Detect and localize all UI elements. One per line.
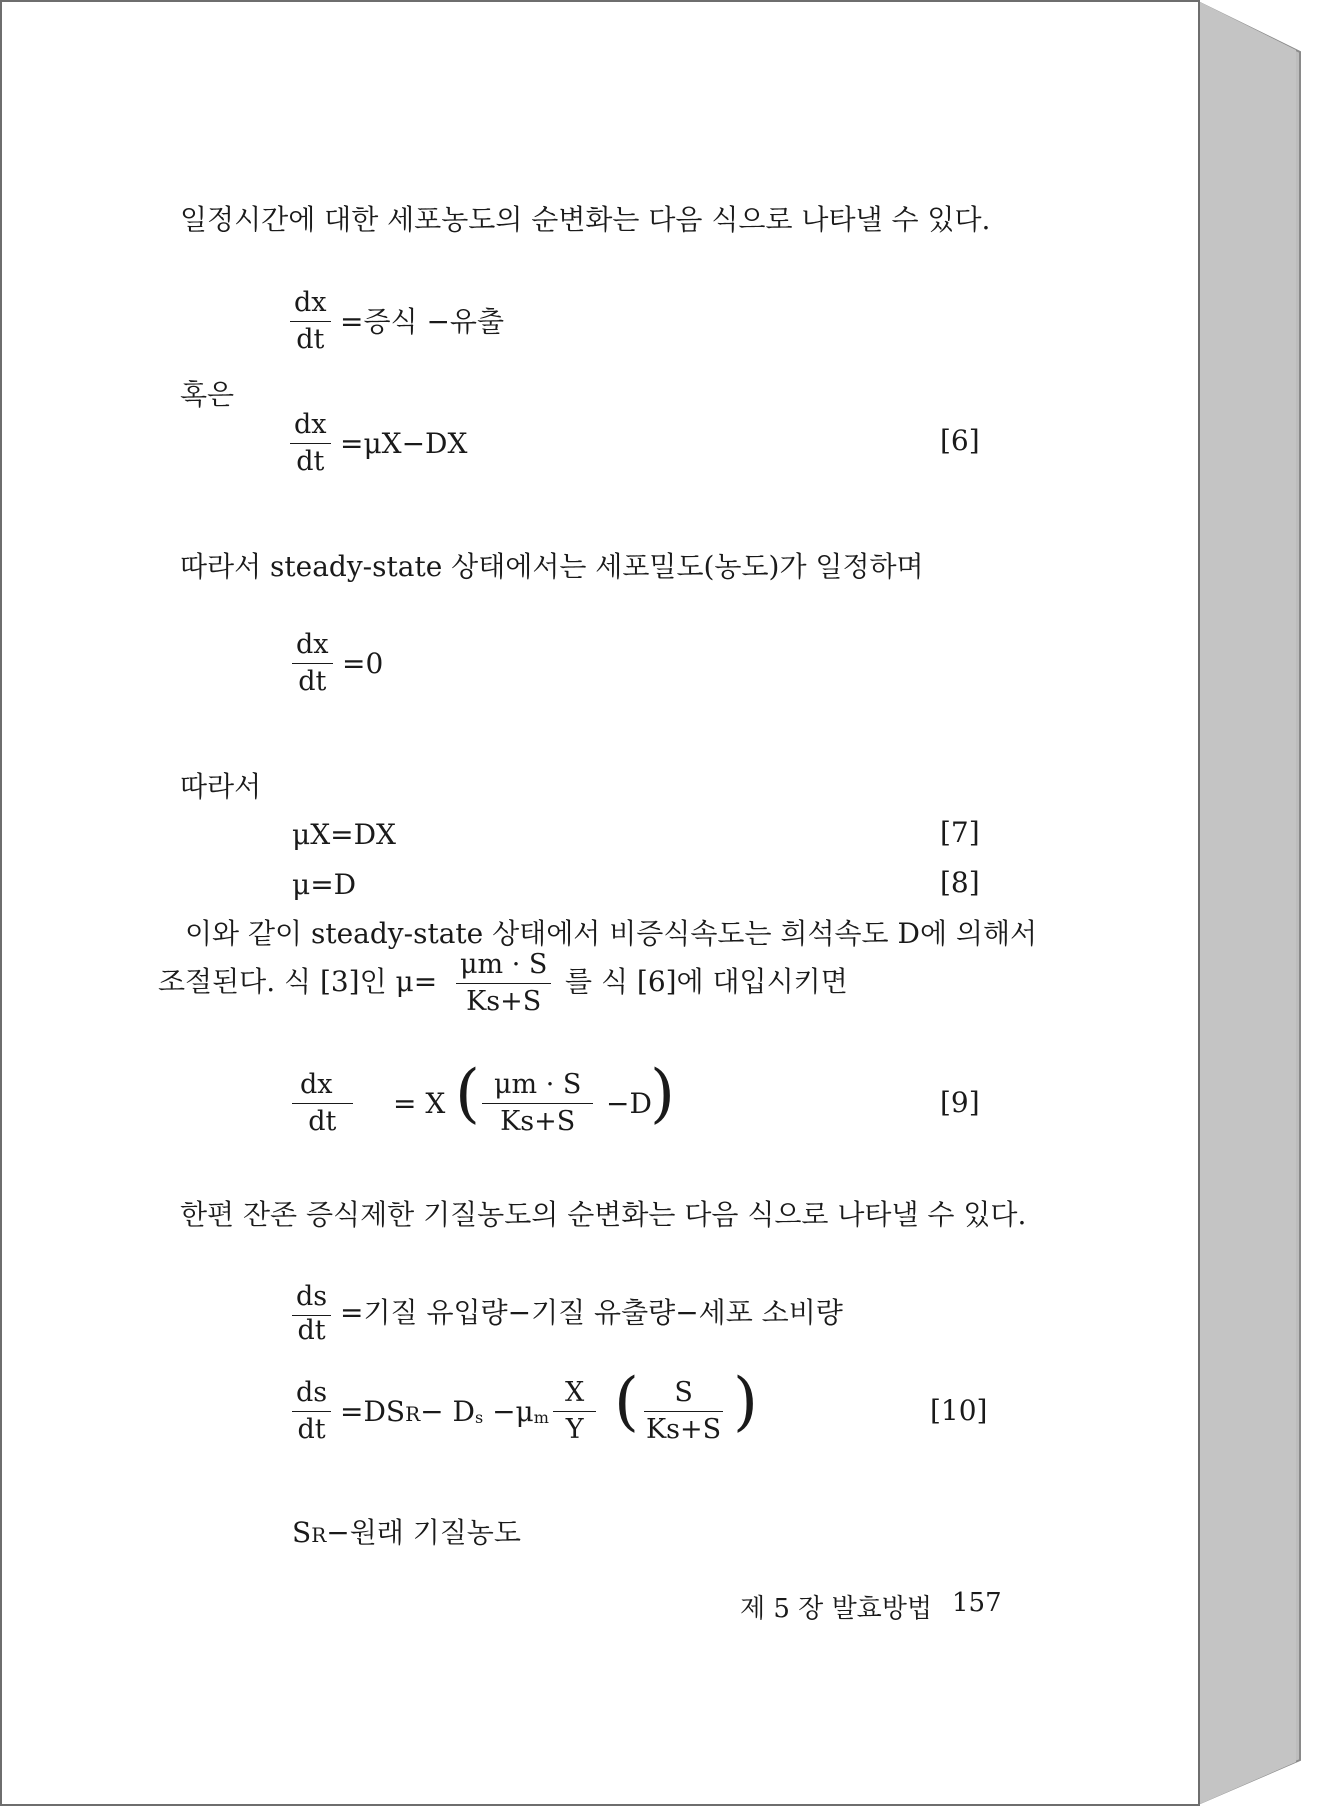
fraction-s-ks	[642, 1378, 725, 1445]
equation-10-rhs: =기질 유입량−기질 유출량−세포 소비량	[340, 1296, 843, 1329]
text-line-5a: 조절된다. 식 [3]인 μ=	[158, 965, 438, 998]
left-paren: (	[455, 1057, 480, 1131]
sr-symbol: S	[292, 1516, 312, 1549]
text-line-6: 한편 잔존 증식제한 기질농도의 순변화는 다음 식으로 나타낼 수 있다.	[180, 1198, 1027, 1231]
denominator: dt	[296, 324, 325, 355]
equation-number-10: [10]	[930, 1394, 988, 1427]
subscript-s: s	[474, 1408, 484, 1427]
fraction-monod	[456, 950, 551, 1017]
fraction-monod-9	[482, 1070, 593, 1137]
text-line-2: 따라서 steady-state 상태에서는 세포밀도(농도)가 일정하며	[180, 550, 924, 583]
subscript-m: m	[533, 1408, 549, 1427]
equation-11-part-a	[340, 1395, 549, 1435]
equation-number-8: [8]	[940, 866, 980, 899]
numerator: dx	[290, 288, 331, 322]
numerator: ds	[292, 1282, 331, 1316]
equation-number-9: [9]	[940, 1086, 980, 1119]
subscript-r: R	[405, 1402, 421, 1426]
equation-9-mid: = X	[393, 1087, 446, 1120]
numerator: μm · S	[482, 1070, 593, 1104]
text-line-3: 따라서	[180, 770, 262, 803]
equation-3-rhs: =0	[342, 647, 384, 680]
equation-7: μX=DX	[292, 818, 396, 851]
equation-8: μ=D	[292, 868, 357, 901]
fraction-dx-dt-1	[290, 288, 331, 355]
text-line-5b: 를 식 [6]에 대입시키면	[565, 965, 848, 998]
equation-number-7: [7]	[940, 816, 980, 849]
right-paren-11: )	[733, 1365, 758, 1439]
eq-text: −μ	[483, 1395, 534, 1428]
right-paren: )	[650, 1057, 675, 1131]
definition-text: −원래 기질농도	[326, 1516, 521, 1549]
numerator: dx	[290, 410, 331, 444]
footer-chapter: 제 5 장 발효방법	[740, 1594, 933, 1624]
numerator: dx	[292, 630, 333, 664]
denominator: dt	[296, 446, 325, 477]
text-line-4: 이와 같이 steady-state 상태에서 비증식속도는 희석속도 D에 의해서	[185, 917, 1038, 950]
denominator: Ks+S	[646, 1414, 722, 1445]
equation-2-rhs: =μX−DX	[340, 427, 468, 460]
text-line-1: 일정시간에 대한 세포농도의 순변화는 다음 식으로 나타낼 수 있다.	[180, 203, 991, 236]
fraction-dx-dt-3	[292, 630, 333, 697]
numerator: ds	[292, 1378, 331, 1412]
fraction-ds-dt-1	[292, 1282, 331, 1346]
equation-number-6: [6]	[940, 424, 980, 457]
left-paren-11: (	[614, 1365, 639, 1439]
denominator: dt	[297, 1414, 326, 1445]
denominator: dt	[298, 666, 327, 697]
subscript-r: R	[311, 1523, 327, 1547]
page-number: 157	[952, 1588, 1002, 1618]
fraction-dx-dt-9	[292, 1070, 353, 1137]
denominator: dt	[297, 1315, 326, 1346]
numerator: μm · S	[456, 950, 551, 984]
fraction-dx-dt-2	[290, 410, 331, 477]
fraction-ds-dt-2	[292, 1378, 331, 1445]
numerator: S	[644, 1378, 723, 1412]
eq-text: =DS	[340, 1395, 406, 1428]
numerator: dx	[292, 1070, 353, 1104]
eq-text: − D	[420, 1395, 475, 1428]
fraction-x-y	[553, 1378, 596, 1445]
equation-9-tail: −D	[606, 1087, 652, 1120]
denominator: Y	[565, 1414, 584, 1445]
denominator: dt	[308, 1106, 337, 1137]
definition-sr	[292, 1516, 521, 1552]
denominator: Ks+S	[466, 986, 542, 1017]
numerator: X	[553, 1378, 596, 1412]
text-or: 혹은	[180, 378, 235, 411]
equation-1-rhs: =증식 −유출	[340, 305, 505, 338]
denominator: Ks+S	[500, 1106, 576, 1137]
